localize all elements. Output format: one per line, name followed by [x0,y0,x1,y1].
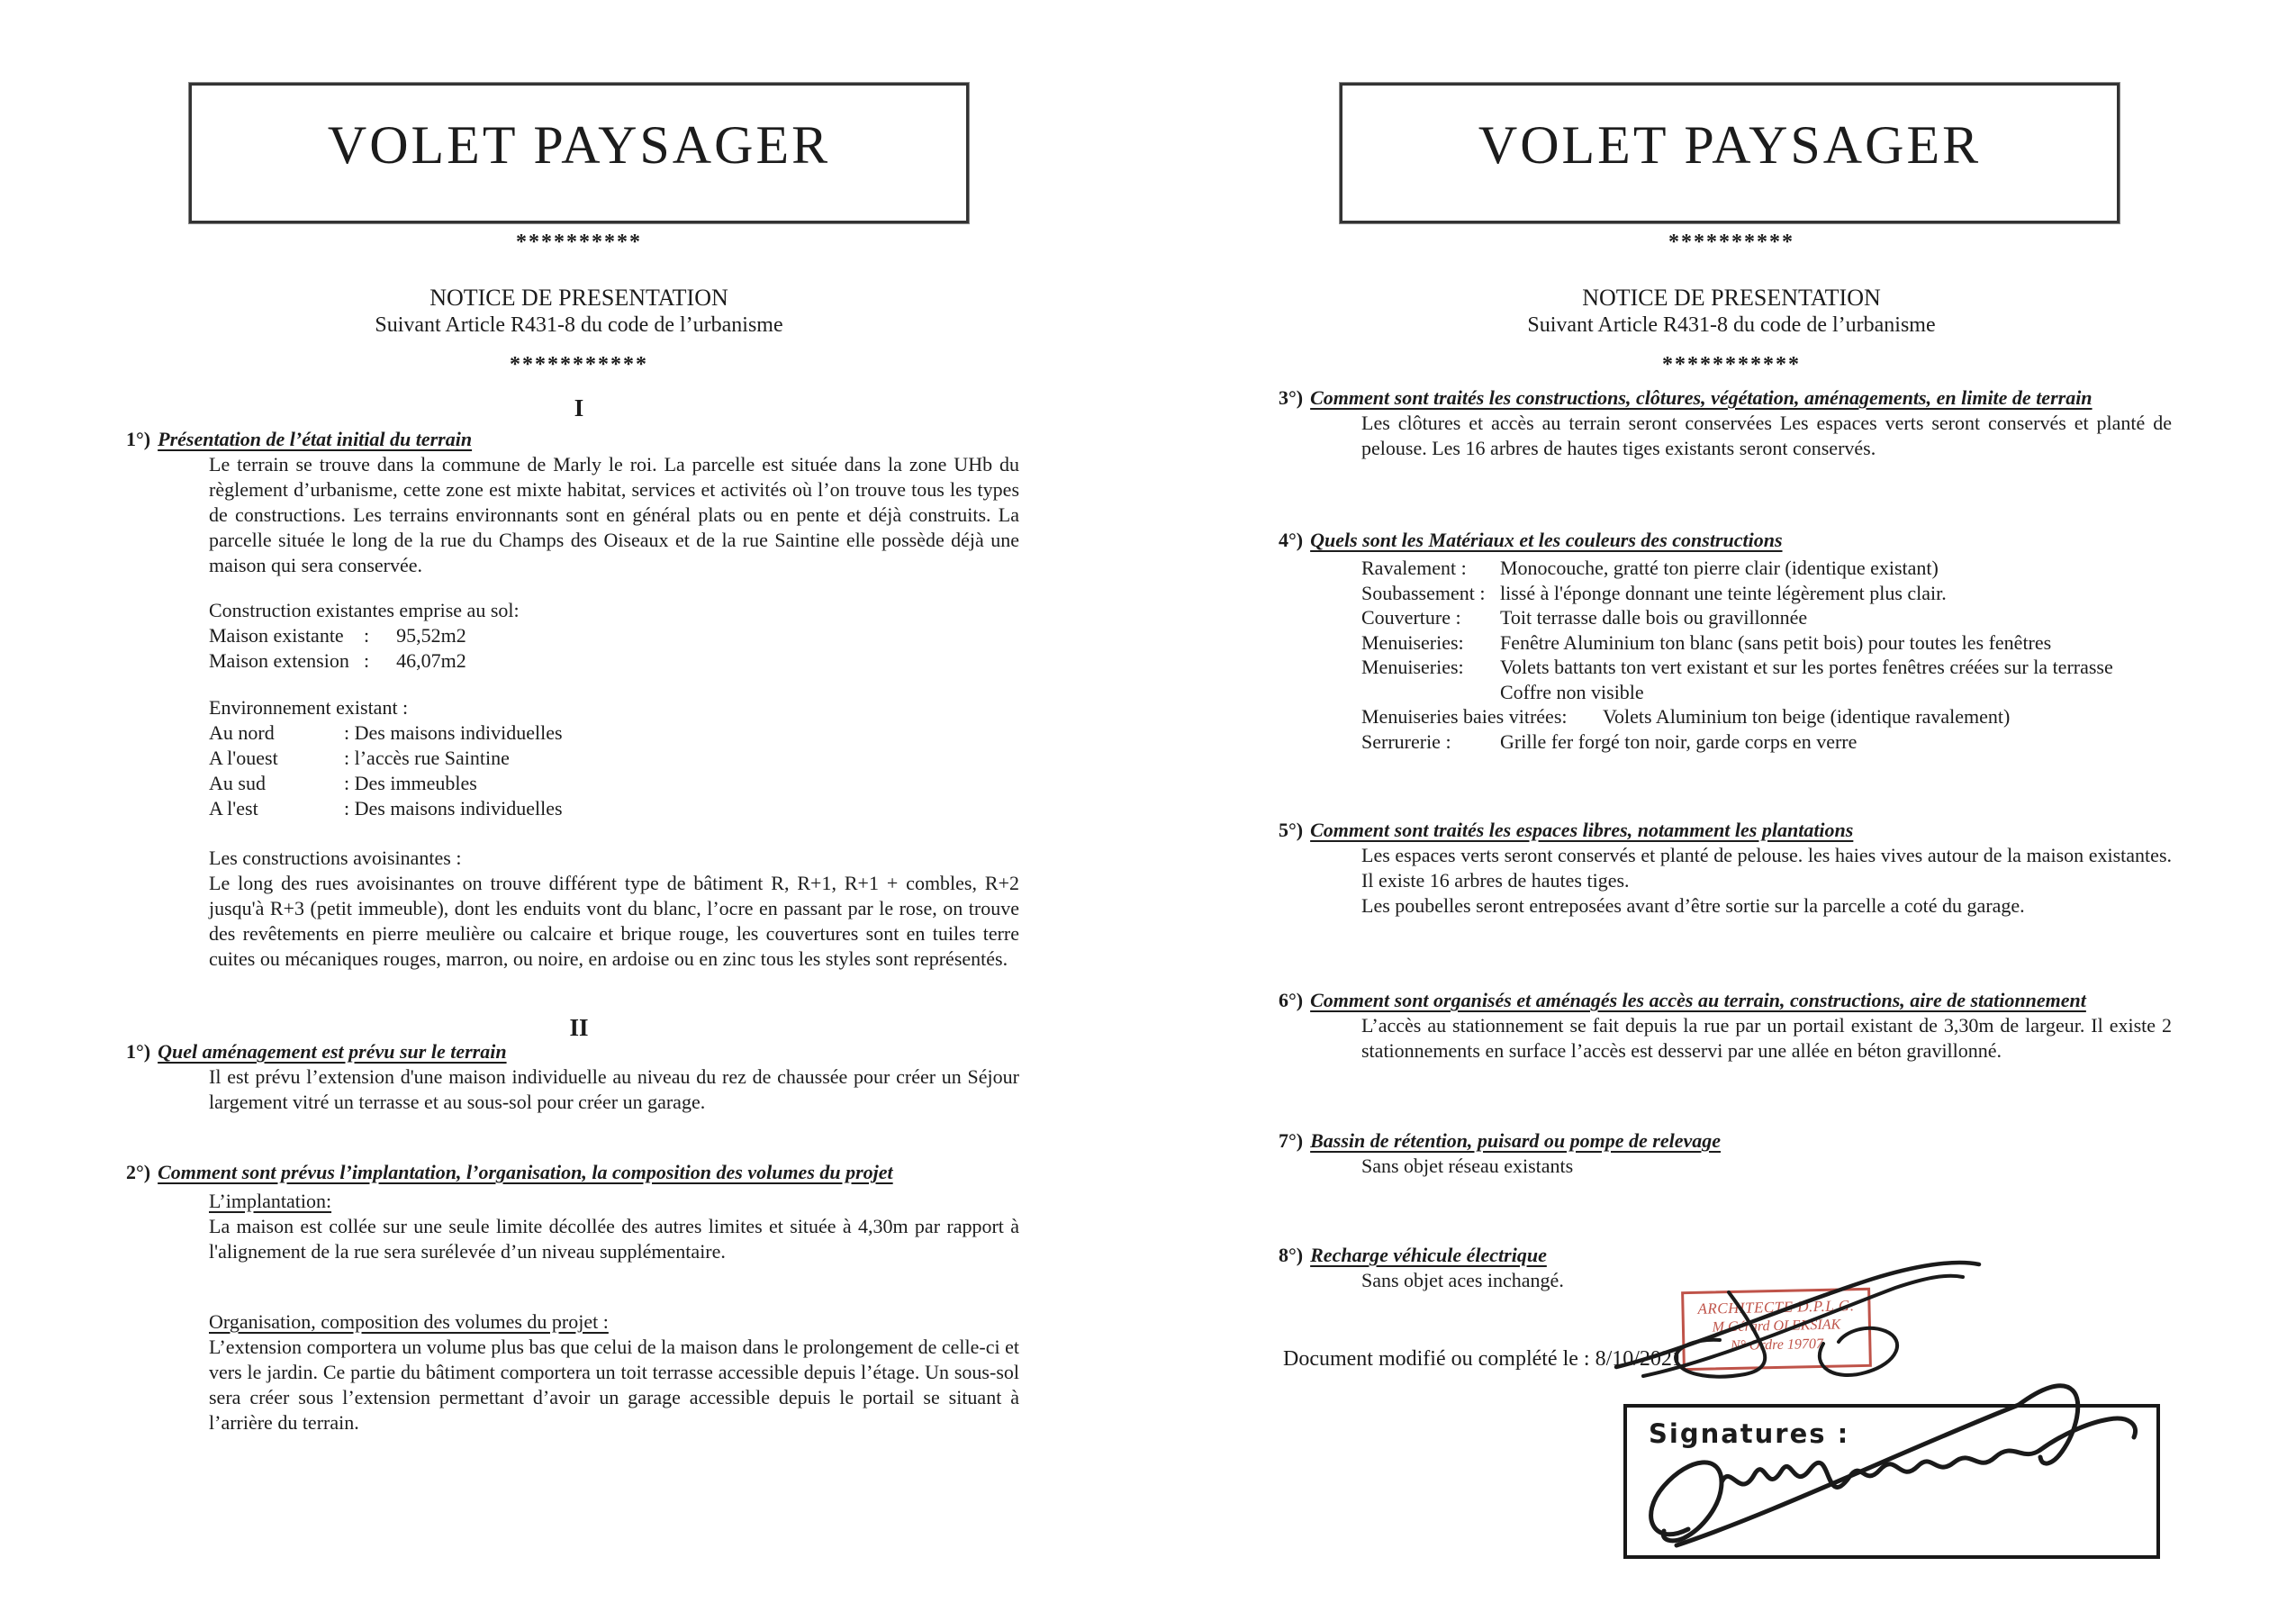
section-paragraph: L’accès au stationnement se fait depuis la rue par un portail existant de 3,30m de largeur. Il existe 2 stationnements en surface l’accès est desservi par une allée en béton gravillonné. [1361,1014,2172,1062]
page-right [1279,0,2188,1621]
section-heading: 3°) Comment sont traités les constructions, clôtures, végétation, aménagements, en limite de terrain [1279,386,2093,409]
signature-label: Signatures : [1649,1418,1850,1449]
section-6-access-parking [1279,988,2188,1064]
section-heading: 6°) Comment sont organisés et aménagés les accès au terrain, constructions, aire de stationnement [1279,989,2086,1011]
section-paragraph: Le terrain se trouve dans la commune de Marly le roi. La parcelle est située dans la zone UHb du règlement d’urbanisme, cette zone est mixte habitat, services et activités où l’on trouve tous les types de constructions. Les terrains environnants sont en général plats ou en pente et déjà construits. La parcelle située le long de la rue du Champs des Oiseaux et de la rue Saintine elle possède déjà une maison qui sera conservée. [209,453,1019,576]
section-number: 8°) [1279,1244,1304,1266]
section-heading: 1°) Présentation de l’état initial du terrain [126,428,473,450]
section-number: 2°) [126,1161,151,1183]
material-row: Menuiseries: Volets battants ton vert existant et sur les portes fenêtres créées sur la terrasse [1361,656,2113,678]
notice-title: NOTICE DE PRESENTATION [1582,285,1881,311]
section-paragraph: Les poubelles seront entreposées avant d’être sortie sur la parcelle a coté du garage. [1361,894,2025,917]
subsection-paragraph: La maison est collée sur une seule limite décollée des autres limites et située à 4,30m par rapport à l'alignement de la rue sera surélevée d’un niveau supplémentaire. [209,1215,1019,1263]
architect-stamp [1681,1288,1872,1371]
section-4-materials-colors [1279,528,2188,754]
section-2-implantation [126,1160,1035,1435]
section-number: 6°) [1279,989,1304,1011]
section-7-retention-basin [1279,1128,2188,1179]
environment-row: Au nord : Des maisons individuelles [209,721,563,744]
stars-divider: ********** [1668,231,1794,254]
section-paragraph: Les espaces verts seront conservés et planté de pelouse. les haies vives autour de la maison existantes. Il existe 16 arbres de hautes tiges. [1361,844,2172,892]
environment-row: Au sud : Des immeubles [209,772,477,794]
notice-subtitle: Suivant Article R431-8 du code de l’urbanisme [375,313,783,337]
construction-row: Maison existante : 95,52m2 [209,624,466,647]
stamp-line: M Gérard OLEKSIAK [1712,1317,1841,1336]
material-row: Menuiseries baies vitrées: Volets Aluminium ton beige (identique ravalement) [1361,705,2011,728]
section-number: 7°) [1279,1129,1304,1152]
section-heading: 4°) Quels sont les Matériaux et les couleurs des constructions [1279,529,1783,551]
environment-row: A l'est : Des maisons individuelles [209,797,563,820]
stamp-line: ARCHITECTE D.P.L.G. [1697,1297,1855,1318]
section-number: 3°) [1279,386,1304,409]
block-title: Les constructions avoisinantes : [209,847,462,869]
part-numeral-2: II [569,1014,589,1041]
section-number: 5°) [1279,819,1304,841]
stars-divider: *********** [510,353,648,376]
material-row: Coffre non visible [1500,680,1644,703]
section-1-initial-state [126,427,1035,578]
section-number: 1°) [126,1040,151,1063]
material-row: Menuiseries: Fenêtre Aluminium ton blanc (sans petit bois) pour toutes les fenêtres [1361,630,2052,654]
title-box [189,83,969,223]
material-row: Ravalement : Monocouche, gratté ton pierre clair (identique existant) [1361,557,1939,579]
section-heading: 7°) Bassin de rétention, puisard ou pompe de relevage [1279,1129,1722,1152]
block-title: Construction existantes emprise au sol: [209,599,520,621]
page-title: VOLET PAYSAGER [327,115,831,175]
stars-divider: ********** [516,231,642,254]
block-paragraph: Le long des rues avoisinantes on trouve différent type de bâtiment R, R+1, R+1 + combles, R+2 jusqu'à R+3 (petit immeuble), dont les enduits vont du blanc, l’ocre en passant par le rose, on trouve des revêtements en pierre meulière ou calcaire et brique rouge, les couvertures sont en tuiles terre cuites ou mécaniques rouges, marron, ou noire, en ardoise ou en zinc tous les styles sont représentés. [209,872,1019,970]
construction-existing-block [126,598,1035,674]
notice-title: NOTICE DE PRESENTATION [429,285,728,311]
section-paragraph: Il est prévu l’extension d'une maison individuelle au niveau du rez de chaussée pour créer un Séjour largement vitré un terrasse et au sous-sol pour créer un garage. [209,1065,1019,1113]
section-heading: 8°) Recharge véhicule électrique [1279,1244,1547,1266]
part-numeral-1: I [574,394,584,421]
material-row: Soubassement : lissé à l'éponge donnant une teinte légèrement plus clair. [1361,581,1947,604]
title-box [1340,83,2120,223]
section-heading: 5°) Comment sont traités les espaces libres, notamment les plantations [1279,819,1854,841]
construction-row: Maison extension : 46,07m2 [209,649,466,672]
section-8-ev-charging [1279,1243,2188,1293]
environment-row: A l'ouest : l’accès rue Saintine [209,747,510,769]
section-paragraph: Sans objet réseau existants [1361,1155,1574,1177]
signature-box [1623,1404,2160,1559]
page-left [126,0,1035,1621]
subsection-title: Organisation, composition des volumes du projet : [209,1310,609,1333]
subsection-paragraph: L’extension comportera un volume plus bas que celui de la maison dans le prolongement de celle-ci et vers le jardin. Ce partie du bâtiment comportera un toit terrasse accessible depuis l’étage. Un sous-sol sera créer sous l’extension permettant d’avoir un garage accessible depuis le portail se situant à l’arrière du terrain. [209,1336,1019,1434]
modified-date-line: Document modifié ou complété le : 8/10/2021 [1283,1347,1683,1371]
section-number: 4°) [1279,529,1304,551]
subsection-title: L’implantation: [209,1190,332,1212]
section-paragraph: Sans objet aces inchangé. [1361,1269,1564,1291]
section-heading: 2°) Comment sont prévus l’implantation, l’organisation, la composition des volumes du projet [126,1161,893,1183]
block-title: Environnement existant : [209,696,409,719]
stars-divider: *********** [1662,353,1801,376]
page-title: VOLET PAYSAGER [1478,115,1982,175]
environment-block [126,695,1035,821]
section-3-limits-treatment [1279,385,2188,461]
material-row: Serrurerie : Grille fer forgé ton noir, garde corps en verre [1361,729,1858,753]
notice-block [126,285,1032,339]
section-1-planned-works [126,1039,1035,1115]
material-row: Couverture : Toit terrasse dalle bois ou gravillonnée [1361,606,1808,629]
notice-block [1279,285,2184,339]
materials-list [1361,556,2188,754]
section-paragraph: Les clôtures et accès au terrain seront conservées Les espaces verts seront conservés et planté de pelouse. Les 16 arbres de hautes tiges existants seront conservés. [1361,412,2172,459]
notice-subtitle: Suivant Article R431-8 du code de l’urbanisme [1527,313,1936,337]
stamp-line: N° Ordre 19707 [1730,1336,1824,1354]
neighbouring-constructions-block [126,846,1035,972]
section-heading: 1°) Quel aménagement est prévu sur le terrain [126,1040,507,1063]
section-number: 1°) [126,428,151,450]
section-5-open-spaces [1279,818,2188,919]
